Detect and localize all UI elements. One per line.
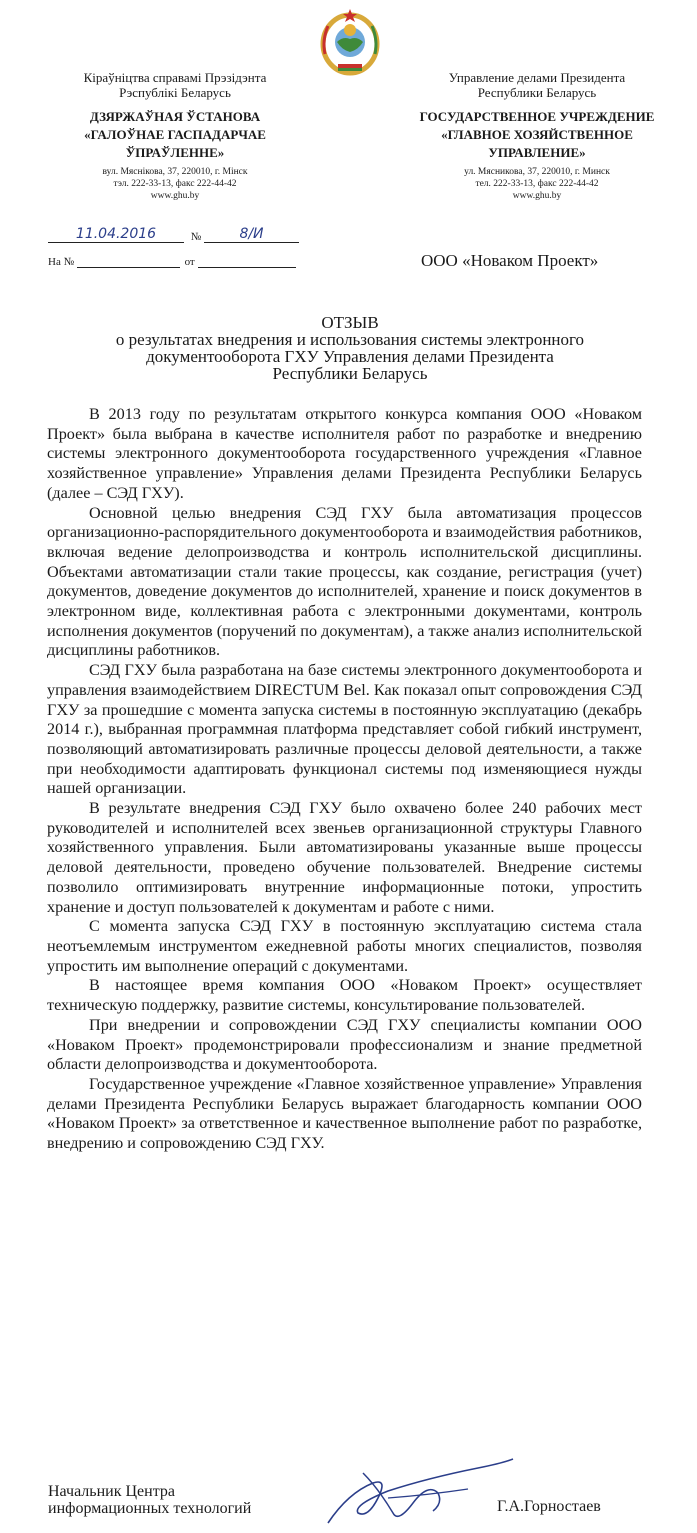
registration-date-line bbox=[48, 226, 299, 243]
recipient: ООО «Новаком Проект» bbox=[421, 251, 599, 270]
signatory-name: Г.А.Горностаев bbox=[497, 1498, 601, 1515]
paragraph: С момента запуска СЭД ГХУ в постоянную эксплуатацию система стала неотъемлемым инструментом ежедневной работы многих специалистов, позволяя упростить им выполнение операций с документами. bbox=[47, 917, 642, 975]
reference-line bbox=[48, 256, 296, 268]
paragraph: В 2013 году по результатам открытого конкурса компания ООО «Новаком Проект» была выбрана в качестве исполнителя работ по разработке и внедрению системы электронного документооборота государственного учреждения «Главное хозяйственное управление» Управления делами Президента Республики Беларусь (далее – СЭД ГХУ). bbox=[47, 405, 642, 502]
letterhead-belarusian bbox=[30, 70, 320, 202]
org-line: ДЗЯРЖАЎНАЯ ЎСТАНОВА bbox=[89, 109, 261, 124]
letterhead-russian bbox=[392, 70, 682, 202]
website: www.ghu.by bbox=[512, 191, 562, 201]
header-line: Рэспублікі Беларусь bbox=[119, 85, 231, 100]
position-line: информационных технологий bbox=[48, 1500, 252, 1517]
paragraph: Основной целью внедрения СЭД ГХУ была автоматизация процессов организационно-распорядительного документооборота и взаимодействия работников, включая ведение делопроизводства и контроль исполнительской дисциплины. Объектами автоматизации стали такие процессы, как создание, регистрация (учет) документов, доведение документов до исполнителей, хранение и поиск документов в электронном виде, коллективная работа с электронными документами, контроль исполнения документов (поручений по документам), а также анализ исполнительской дисциплины работников. bbox=[47, 503, 642, 660]
org-line: ГОСУДАРСТВЕННОЕ УЧРЕЖДЕНИЕ bbox=[419, 109, 655, 124]
address-line: ул. Мясникова, 37, 220010, г. Минск bbox=[464, 167, 610, 177]
title-subline: Республики Беларусь bbox=[272, 364, 428, 383]
paragraph: СЭД ГХУ была разработана на базе системы электронного документооборота и управления взаимодействием DIRECTUM Bel. Как показал опыт сопровождения СЭД ГХУ за прошедшие с момента запуска системы в постоянную эксплуатацию (декабрь 2014 г.), выбранная программная платформа представляет собой гибкий инструмент, позволяющий автоматизировать различные процессы деловой деятельности, а также при необходимости адаптировать функционал системы под изменяющиеся нужды нашей организации. bbox=[47, 661, 642, 798]
title-subline: о результатах внедрения и использования системы электронного bbox=[115, 330, 585, 349]
handwritten-signature bbox=[318, 1453, 518, 1533]
handwritten-number: 8/И bbox=[239, 226, 264, 242]
number-sign: № bbox=[190, 231, 202, 243]
website: www.ghu.by bbox=[150, 191, 200, 201]
state-emblem-icon bbox=[318, 6, 382, 76]
number-field bbox=[204, 226, 299, 243]
org-line: ЎПРАЎЛЕННЕ» bbox=[125, 145, 225, 160]
title-subline: документооборота ГХУ Управления делами Президента bbox=[146, 347, 554, 366]
ref-label: На № bbox=[48, 256, 75, 268]
org-line: «ГАЛОЎНАЕ ГАСПАДАРЧАЕ bbox=[84, 127, 266, 142]
paragraph: В результате внедрения СЭД ГХУ было охвачено более 240 рабочих мест руководителей и исполнителей всех звеньев организационной структуры Главного хозяйственного управления. Были автоматизированы указанные выше процессы деловой деятельности, проведено обучение пользователей. Внедрение системы позволило оптимизировать внутренние информационные потоки, упростить хранение и доступ пользователей к документам и работе с ними. bbox=[47, 799, 642, 916]
phone-line: тэл. 222-33-13, факс 222-44-42 bbox=[113, 179, 237, 189]
title-main: ОТЗЫВ bbox=[321, 313, 379, 332]
from-field bbox=[198, 257, 296, 268]
paragraph: При внедрении и сопровождении СЭД ГХУ специалисты компании ООО «Новаком Проект» продемонстрировали профессионализм и знание предметной области делопроизводства и документооборота. bbox=[47, 1015, 642, 1074]
address-line: вул. Мяснікова, 37, 220010, г. Мінск bbox=[102, 167, 248, 177]
address-block bbox=[392, 166, 682, 202]
organization-name bbox=[30, 108, 320, 162]
header-line: Республики Беларусь bbox=[477, 85, 597, 100]
position-line: Начальник Центра bbox=[48, 1483, 175, 1500]
from-label: от bbox=[184, 256, 195, 268]
handwritten-date: 11.04.2016 bbox=[75, 226, 157, 242]
paragraph: Государственное учреждение «Главное хозяйственное управление» Управления делами Президента Республики Беларусь выражает благодарность компании ООО «Новаком Проект» за ответственное и качественное выполнение работ по разработке, внедрению и сопровождению СЭД ГХУ. bbox=[47, 1074, 642, 1153]
phone-line: тел. 222-33-13, факс 222-44-42 bbox=[475, 179, 599, 189]
ref-field bbox=[77, 257, 180, 268]
paragraph: В настоящее время компания ООО «Новаком Проект» осуществляет техническую поддержку, развитие системы, консультирование пользователей. bbox=[47, 976, 642, 1015]
date-field bbox=[48, 226, 184, 243]
org-line: «ГЛАВНОЕ ХОЗЯЙСТВЕННОЕ bbox=[441, 127, 633, 142]
header-line: Управление делами Президента bbox=[448, 70, 626, 85]
org-line: УПРАВЛЕНИЕ» bbox=[488, 145, 586, 160]
header-line: Кіраўніцтва справамі Прэзідэнта bbox=[83, 70, 267, 85]
signatory-position bbox=[48, 1483, 251, 1517]
address-block bbox=[30, 166, 320, 202]
organization-name bbox=[392, 108, 682, 162]
letter-body bbox=[47, 405, 642, 1154]
document-title bbox=[40, 314, 660, 382]
